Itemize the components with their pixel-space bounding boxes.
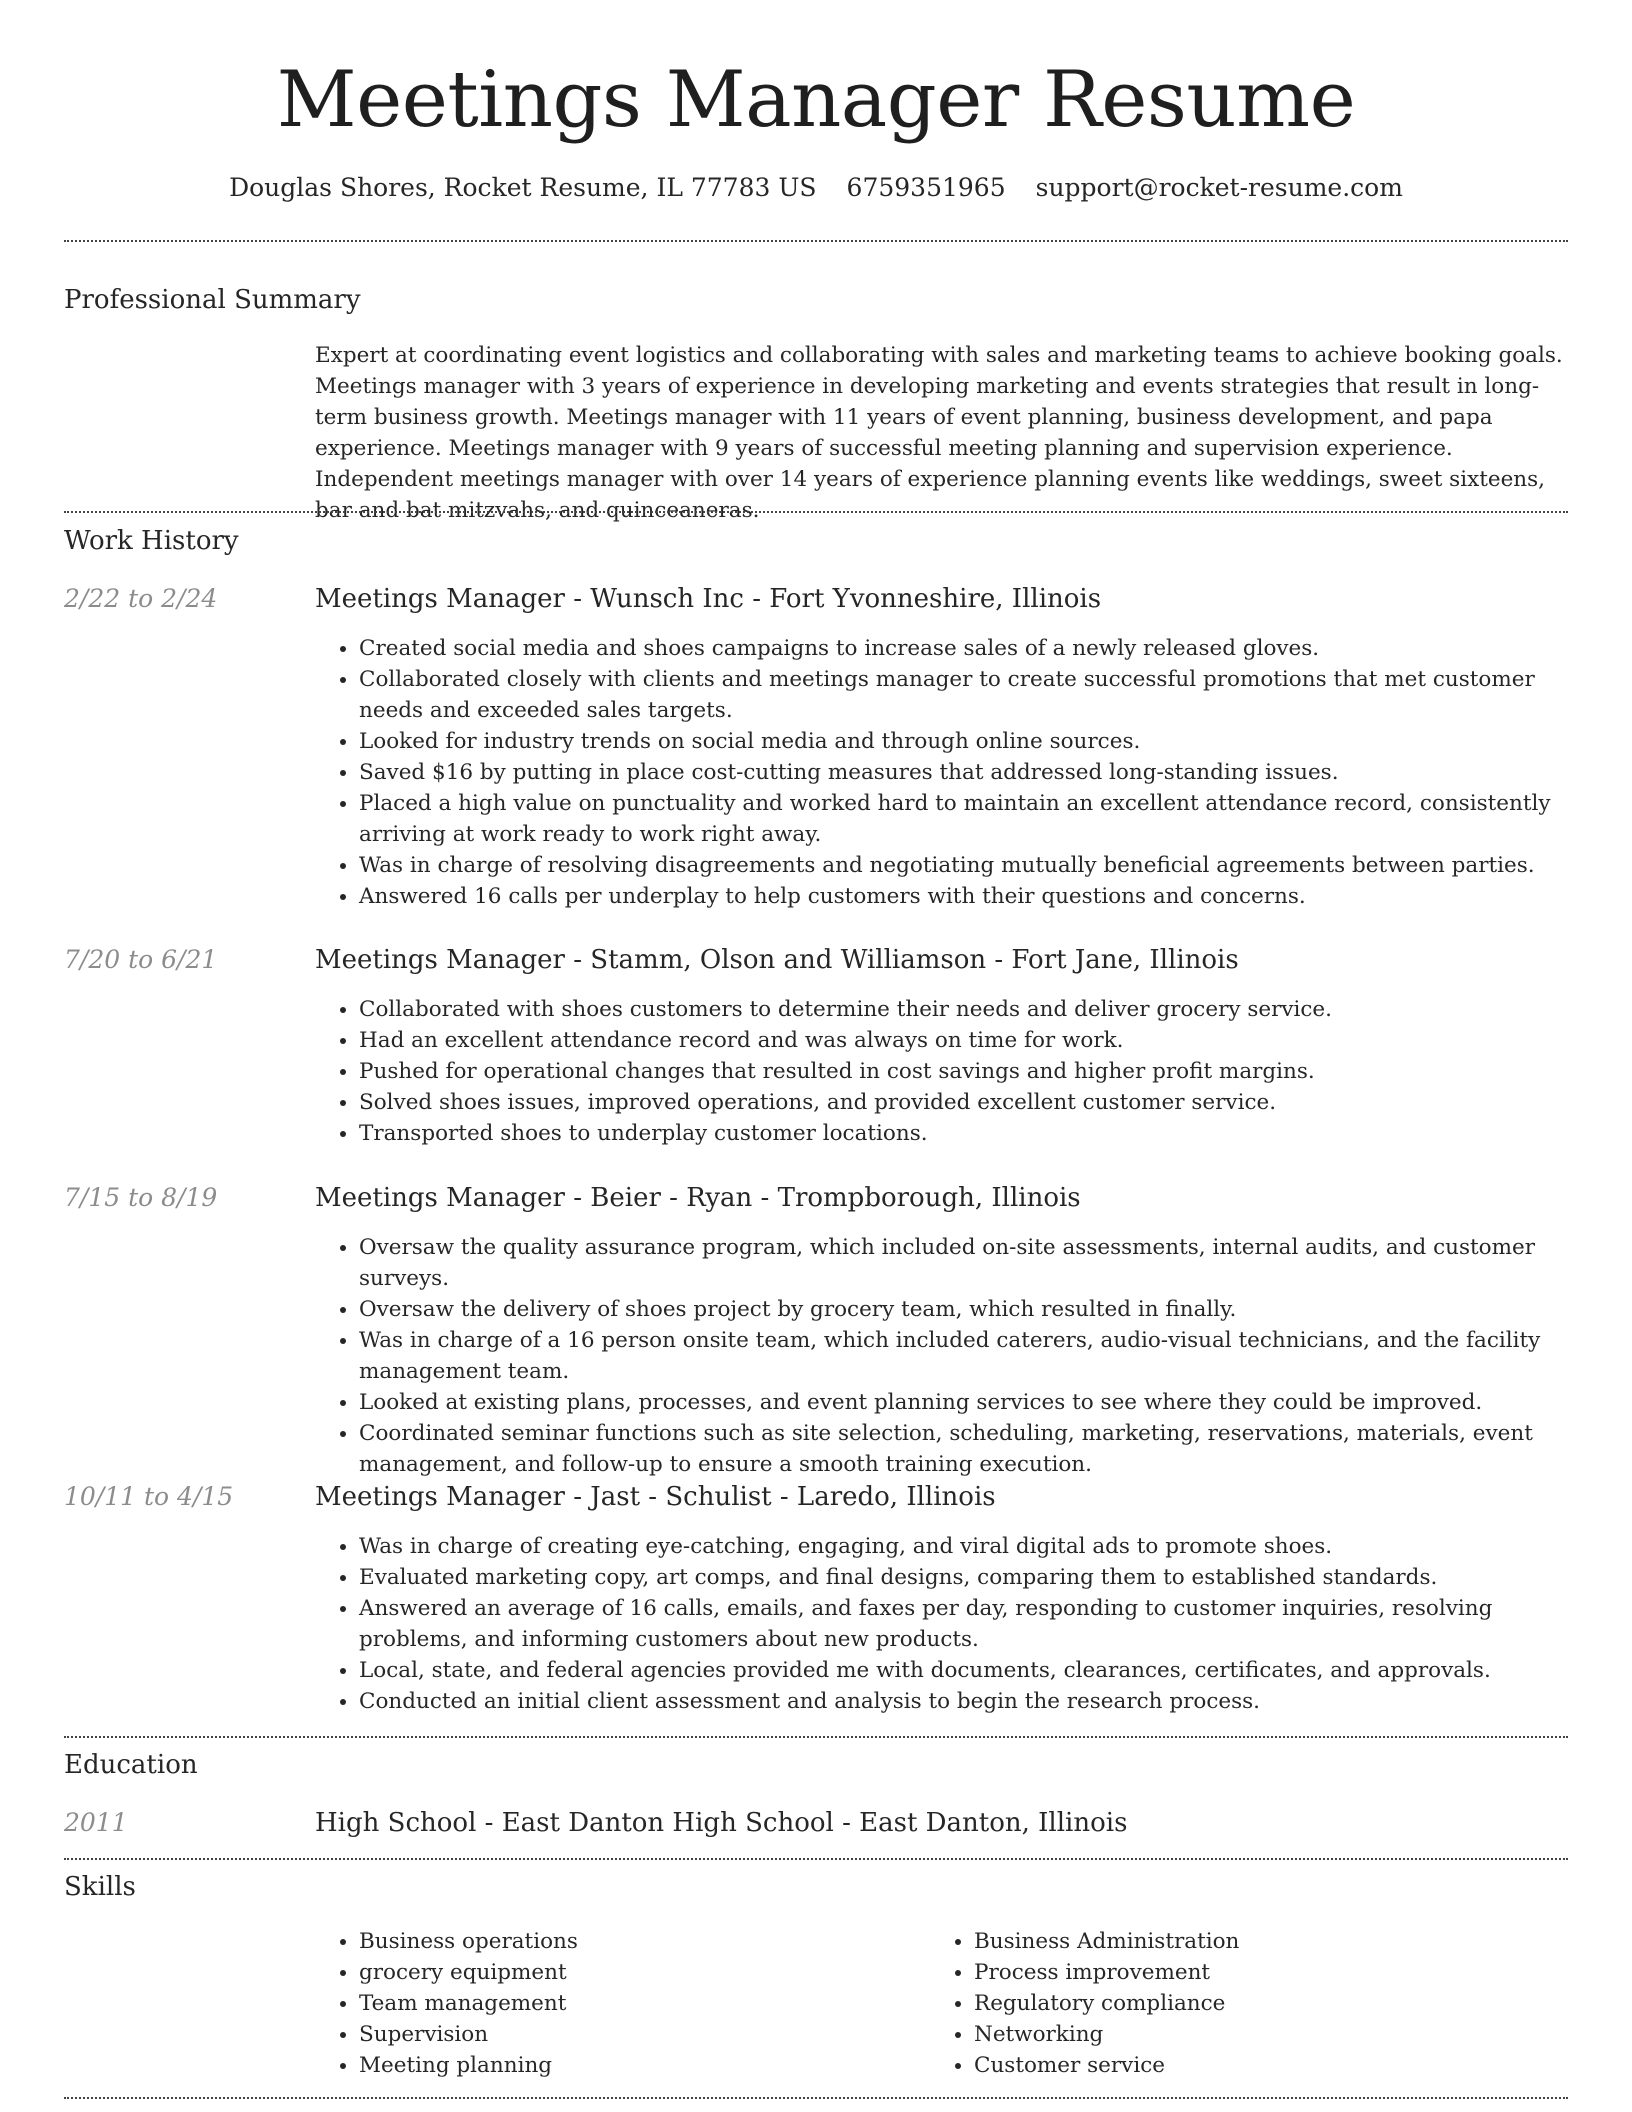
skill-item: • grocery equipment xyxy=(359,1957,915,1988)
job-bullet: • Pushed for operational changes that resulted in cost savings and higher profit margins. xyxy=(359,1056,1570,1087)
skills-heading: Skills xyxy=(64,1872,136,1902)
job-dates: 7/15 to 8/19 xyxy=(64,1183,218,1212)
job-title: Meetings Manager - Stamm, Olson and Williamson - Fort Jane, Illinois xyxy=(315,945,1239,975)
summary-text: Expert at coordinating event logistics and collaborating with sales and marketing teams to achieve booking goals. Meetings manager with 3 years of experience in developing marketing and events strategies that result in long-term business growth. Meetings manager with 11 years of event planning, business development, and papa experience. Meetings manager with 9 years of successful meeting planning and supervision experience. Independent meetings manager with over 14 years of experience planning events like weddings, sweet sixteens, bar and bat mitzvahs, and quinceaneras. xyxy=(315,343,1563,523)
education-title: High School - East Danton High School - East Danton, Illinois xyxy=(315,1808,1128,1838)
resume-title: Meetings Manager Resume xyxy=(276,55,1356,145)
skills-list-left xyxy=(315,1926,915,2081)
job-bullet: • Was in charge of a 16 person onsite team, which included caterers, audio-visual technicians, and the facility management team. xyxy=(359,1325,1570,1387)
divider xyxy=(64,1858,1568,1860)
job-bullet: • Looked for industry trends on social media and through online sources. xyxy=(359,726,1570,757)
job-bullets xyxy=(315,1232,1570,1480)
job-bullet: • Local, state, and federal agencies provided me with documents, clearances, certificates, and approvals. xyxy=(359,1655,1570,1686)
skill-item: • Regulatory compliance xyxy=(974,1988,1530,2019)
job-bullet: • Coordinated seminar functions such as site selection, scheduling, marketing, reservations, materials, event management, and follow-up to ensure a smooth training execution. xyxy=(359,1418,1570,1480)
job-title: Meetings Manager - Wunsch Inc - Fort Yvonneshire, Illinois xyxy=(315,584,1102,614)
education-year: 2011 xyxy=(64,1808,128,1837)
job-bullet: • Was in charge of resolving disagreements and negotiating mutually beneficial agreements between parties. xyxy=(359,850,1570,881)
skill-item: • Business Administration xyxy=(974,1926,1530,1957)
summary-heading: Professional Summary xyxy=(64,285,361,315)
job-bullet: • Created social media and shoes campaigns to increase sales of a newly released gloves. xyxy=(359,633,1570,664)
job-bullet: • Transported shoes to underplay customer locations. xyxy=(359,1118,1570,1149)
job-dates: 10/11 to 4/15 xyxy=(64,1482,234,1511)
job-bullet: • Oversaw the quality assurance program, which included on-site assessments, internal audits, and customer surveys. xyxy=(359,1232,1570,1294)
skill-item: • Supervision xyxy=(359,2019,915,2050)
job-title: Meetings Manager - Beier - Ryan - Trompborough, Illinois xyxy=(315,1183,1081,1213)
job-bullet: • Placed a high value on punctuality and worked hard to maintain an excellent attendance record, consistently arriving at work ready to work right away. xyxy=(359,788,1570,850)
job-bullet: • Solved shoes issues, improved operations, and provided excellent customer service. xyxy=(359,1087,1570,1118)
job-bullet: • Had an excellent attendance record and was always on time for work. xyxy=(359,1025,1570,1056)
skill-item: • Meeting planning xyxy=(359,2050,915,2081)
job-bullet: • Collaborated closely with clients and meetings manager to create successful promotions that met customer needs and exceeded sales targets. xyxy=(359,664,1570,726)
contact-line xyxy=(0,171,1632,205)
job-dates: 7/20 to 6/21 xyxy=(64,945,218,974)
job-dates: 2/22 to 2/24 xyxy=(64,584,218,613)
skills-list-right xyxy=(930,1926,1530,2081)
job-bullet: • Collaborated with shoes customers to determine their needs and deliver grocery service. xyxy=(359,994,1570,1025)
job-bullet: • Looked at existing plans, processes, and event planning services to see where they could be improved. xyxy=(359,1387,1570,1418)
job-bullet: • Answered an average of 16 calls, emails, and faxes per day, responding to customer inquiries, resolving problems, and informing customers about new products. xyxy=(359,1593,1570,1655)
contact-address: Douglas Shores, Rocket Resume, IL 77783 US xyxy=(229,173,817,202)
job-bullet: • Answered 16 calls per underplay to help customers with their questions and concerns. xyxy=(359,881,1570,912)
divider xyxy=(64,511,1568,513)
job-bullet: • Saved $16 by putting in place cost-cutting measures that addressed long-standing issues. xyxy=(359,757,1570,788)
job-bullet: • Was in charge of creating eye-catching, engaging, and viral digital ads to promote shoes. xyxy=(359,1531,1570,1562)
job-bullet: • Oversaw the delivery of shoes project by grocery team, which resulted in finally. xyxy=(359,1294,1570,1325)
job-bullet: • Conducted an initial client assessment and analysis to begin the research process. xyxy=(359,1686,1570,1717)
skill-item: • Team management xyxy=(359,1988,915,2019)
skill-item: • Networking xyxy=(974,2019,1530,2050)
divider xyxy=(64,2097,1568,2099)
job-bullet: • Evaluated marketing copy, art comps, and final designs, comparing them to established standards. xyxy=(359,1562,1570,1593)
job-bullets xyxy=(315,994,1570,1149)
job-bullets xyxy=(315,1531,1570,1717)
job-bullets xyxy=(315,633,1570,912)
work-history-heading: Work History xyxy=(64,526,239,556)
education-heading: Education xyxy=(64,1750,198,1780)
job-title: Meetings Manager - Jast - Schulist - Laredo, Illinois xyxy=(315,1482,996,1512)
skill-item: • Process improvement xyxy=(974,1957,1530,1988)
contact-email: support@rocket-resume.com xyxy=(1035,173,1403,202)
divider xyxy=(64,1736,1568,1738)
skill-item: • Customer service xyxy=(974,2050,1530,2081)
contact-phone: 6759351965 xyxy=(846,173,1006,202)
divider xyxy=(64,240,1568,242)
skill-item: • Business operations xyxy=(359,1926,915,1957)
